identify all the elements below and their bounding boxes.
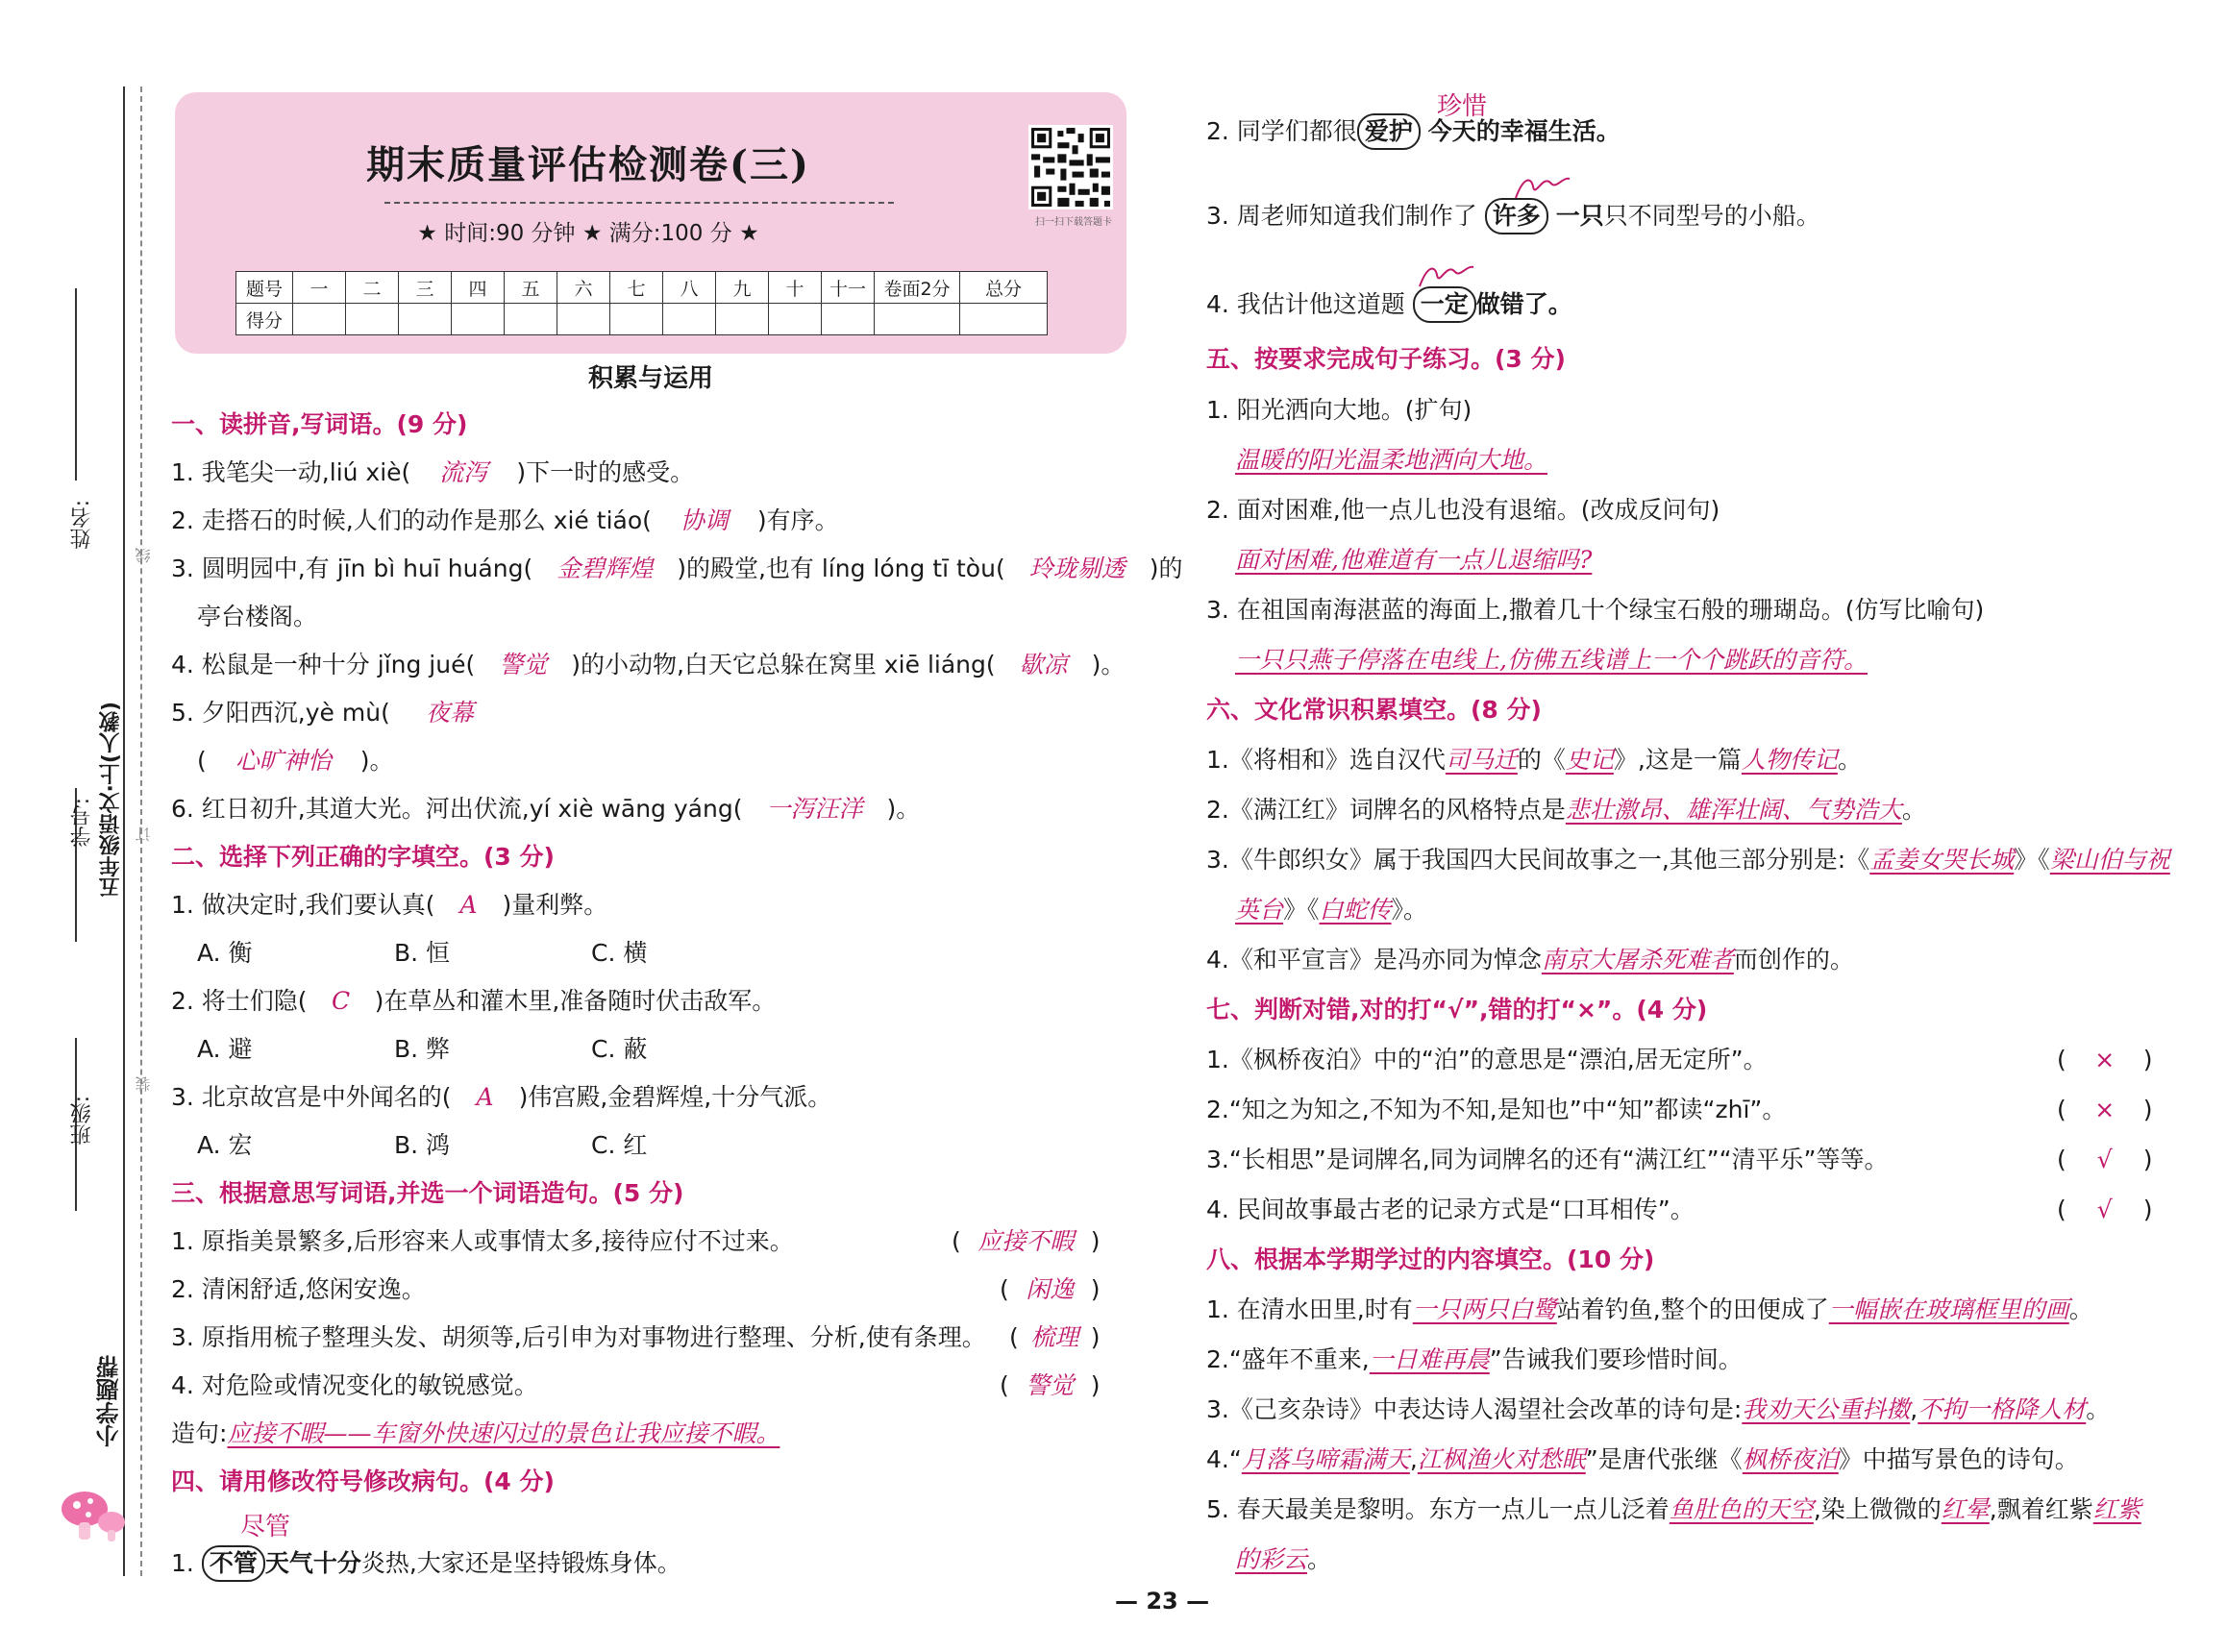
cut-label-xian: 线 (135, 548, 153, 563)
s3-q1: 1. 原指美景繁多,后形容来人或事情太多,接待应付不过来。 (171, 1227, 794, 1255)
score-cell[interactable] (716, 304, 769, 335)
s2-q1-answer[interactable]: A (459, 891, 478, 919)
s6-q3-answer-3[interactable]: 白蛇传 (1319, 896, 1392, 924)
s1-q1-answer[interactable]: 流泻 (439, 458, 488, 486)
s2-q3-option-c: C. 红 (591, 1131, 648, 1159)
s2-q1-option-a: A. 衡 (197, 939, 253, 967)
s2-q3: 3. 北京故宫是中外闻名的( A )伟宫殿,金碧辉煌,十分气派。 (171, 1081, 831, 1114)
table-cell: 五 (505, 272, 557, 304)
s2-q2-answer[interactable]: C (331, 987, 351, 1015)
table-cell: 得分 (236, 304, 293, 335)
brand-label: 小学题帮 (96, 1355, 123, 1447)
s8-q5: 5. 春天最美是黎明。东方一点儿一点儿泛着鱼肚色的天空,染上微微的红晕,飘着红紫红紫 (1206, 1495, 2141, 1523)
class-label: 班级: (70, 1096, 94, 1146)
table-cell: 六 (557, 272, 610, 304)
s1-q3-cont: 亭台楼阁。 (197, 603, 318, 630)
score-table (235, 271, 1048, 335)
s6-q1-answer-1[interactable]: 司马迁 (1445, 746, 1518, 774)
s2-q1-option-c: C. 横 (591, 939, 648, 967)
s8-q4-answer-3[interactable]: 枫桥夜泊 (1742, 1445, 1839, 1473)
s6-q2: 2.《满江红》词牌名的风格特点是悲壮激昂、雄浑壮阔、气势浩大。 (1206, 796, 1926, 824)
name-label: 姓名: (70, 500, 94, 550)
section-5-title: 五、按要求完成句子练习。(3 分) (1206, 345, 1566, 373)
s6-q3-answer-2b[interactable]: 英台 (1235, 896, 1284, 924)
s7-q2-answer[interactable]: × (2094, 1096, 2116, 1123)
table-cell: 题号 (236, 272, 293, 304)
s3-q1-answer-box: ( 应接不暇 ) (952, 1225, 1101, 1258)
s6-q3: 3.《牛郎织女》属于我国四大民间故事之一,其他三部分别是:《孟姜女哭长城》《梁山伯与祝 (1206, 846, 2170, 874)
score-table-score-row (236, 304, 1048, 335)
s1-q2-answer[interactable]: 协调 (680, 506, 729, 534)
s1-q5-answer-1[interactable]: 夜幕 (425, 699, 474, 727)
s1-q6: 6. 红日初升,其道大光。河出伏流,yí xiè wāng yáng( 一泻汪洋 )。 (171, 793, 920, 826)
s3-q4: 4. 对危险或情况变化的敏锐感觉。 (171, 1371, 538, 1399)
s4-q1: 1. 不管 天气十分炎热,大家还是坚持锻炼身体。 (171, 1545, 681, 1582)
s3-q4-answer[interactable]: 警觉 (1026, 1371, 1075, 1399)
s8-q4-answer-1[interactable]: 月落乌啼霜满天 (1241, 1445, 1410, 1473)
s7-q3: 3.“长相思”是词牌名,同为词牌名的还有“满江红”“清平乐”等等。 (1206, 1146, 1889, 1173)
s1-q3-answer-1[interactable]: 金碧辉煌 (557, 555, 654, 582)
s4-q1-correction: 尽管 (240, 1513, 291, 1541)
s7-q4: 4. 民间故事最古老的记录方式是“口耳相传”。 (1206, 1196, 1695, 1223)
s7-q2-answer-box: ( × ) (2057, 1094, 2153, 1126)
table-cell: 一 (293, 272, 346, 304)
grade-subject-label: 五年级语文·上(人教) (99, 702, 123, 899)
s1-q4-answer-2[interactable]: 歇凉 (1019, 651, 1068, 678)
section-4-title: 四、请用修改符号修改病句。(4 分) (171, 1467, 555, 1495)
s3-sentence: 造句:应接不暇——车窗外快速闪过的景色让我应接不暇。 (171, 1419, 780, 1447)
table-cell: 卷面2分 (875, 272, 960, 304)
page-number: — 23 — (1115, 1588, 1210, 1615)
s7-q3-answer[interactable]: √ (2096, 1146, 2113, 1173)
s2-q2: 2. 将士们隐( C )在草丛和灌木里,准备随时伏击敌军。 (171, 985, 776, 1018)
s2-q3-option-a: A. 宏 (197, 1131, 253, 1159)
section-6-title: 六、文化常识积累填空。(8 分) (1206, 696, 1542, 724)
s8-q2-answer[interactable]: 一日难再晨 (1369, 1345, 1490, 1373)
s8-q1-answer-1[interactable]: 一只两只白鹭 (1412, 1295, 1557, 1323)
section-1-title: 一、读拼音,写词语。(9 分) (171, 410, 468, 438)
s4-q4-circled: 一定 (1413, 286, 1476, 323)
name-blank-line (75, 288, 77, 481)
s7-q4-answer-box: ( √ ) (2057, 1194, 2153, 1226)
score-cell[interactable] (505, 304, 557, 335)
score-cell[interactable] (875, 304, 960, 335)
table-cell: 九 (716, 272, 769, 304)
s5-q1: 1. 阳光洒向大地。(扩句) (1206, 396, 1472, 424)
s8-q5-answer-1[interactable]: 鱼肚色的天空 (1669, 1495, 1814, 1523)
s2-q2-option-a: A. 避 (197, 1035, 253, 1063)
s1-q1: 1. 我笔尖一动,liú xiè( 流泻 )下一时的感受。 (171, 456, 694, 489)
s6-q3-answer-2[interactable]: 梁山伯与祝 (2049, 846, 2170, 874)
score-cell[interactable] (399, 304, 452, 335)
s7-q2: 2.“知之为知之,不知为不知,是知也”中“知”都读“zhī”。 (1206, 1096, 1787, 1123)
s8-q3-answer-2[interactable]: 不拘一格降人材 (1918, 1395, 2087, 1423)
s1-q5-cont: ( 心旷神怡 )。 (197, 745, 394, 777)
table-cell: 三 (399, 272, 452, 304)
s6-q4: 4.《和平宣言》是冯亦同为悼念南京大屠杀死难者而创作的。 (1206, 946, 1854, 974)
s5-q1-answer[interactable]: 温暖的阳光温柔地洒向大地。 (1235, 446, 1548, 474)
s3-sentence-answer[interactable]: 应接不暇——车窗外快速闪过的景色让我应接不暇。 (227, 1419, 780, 1447)
s4-q2-correction: 珍惜 (1437, 92, 1488, 121)
s8-q5-answer-2[interactable]: 红晕 (1941, 1495, 1990, 1523)
s4-q2: 2. 同学们都很 爱护 今天的幸福生活。 (1206, 113, 1621, 150)
s3-q4-answer-box: ( 警觉 ) (1000, 1369, 1101, 1402)
section-heading: 积累与运用 (587, 364, 713, 393)
score-cell[interactable] (346, 304, 399, 335)
student-number-label: 学号: (70, 798, 94, 848)
s6-q2-answer[interactable]: 悲壮激昂、雄浑壮阔、气势浩大 (1565, 796, 1902, 824)
section-2-title: 二、选择下列正确的字填空。(3 分) (171, 843, 555, 871)
cut-label-ding: 订 (135, 826, 153, 842)
table-cell: 二 (346, 272, 399, 304)
title-divider (384, 202, 894, 204)
s8-q3-answer-1[interactable]: 我劝天公重抖擞 (1742, 1395, 1911, 1423)
s2-q3-answer[interactable]: A (476, 1083, 494, 1111)
score-cell[interactable] (452, 304, 505, 335)
s6-q1: 1.《将相和》选自汉代司马迁的《史记》,这是一篇人物传记。 (1206, 746, 1862, 774)
s5-q2: 2. 面对困难,他一点儿也没有退缩。(改成反问句) (1206, 496, 1720, 524)
s8-q4: 4.“月落乌啼霜满天,江枫渔火对愁眠”是唐代张继《枫桥夜泊》中描写景色的诗句。 (1206, 1445, 2079, 1473)
s1-q4: 4. 松鼠是一种十分 jǐng jué( 警觉 )的小动物,白天它总躲在窝里 xiē liáng( 歇凉 )。 (171, 649, 1125, 681)
qr-code-icon[interactable] (1028, 125, 1113, 210)
score-cell[interactable] (663, 304, 716, 335)
s1-q3-answer-2[interactable]: 玲珑剔透 (1028, 555, 1126, 582)
s1-q2: 2. 走搭石的时候,人们的动作是那么 xié tiáo( 协调 )有序。 (171, 505, 839, 537)
s1-q5: 5. 夕阳西沉,yè mù( (171, 699, 390, 727)
mushroom-logo (56, 1480, 133, 1547)
s1-q5-answer-2[interactable]: 心旷神怡 (235, 747, 332, 775)
score-cell[interactable] (293, 304, 346, 335)
score-cell[interactable] (610, 304, 663, 335)
s3-q3-answer[interactable]: 梳理 (1030, 1323, 1079, 1351)
s8-q1-answer-2[interactable]: 一幅嵌在玻璃框里的画 (1828, 1295, 2069, 1323)
score-cell[interactable] (557, 304, 610, 335)
s7-q4-answer[interactable]: √ (2096, 1196, 2113, 1223)
s8-q5-answer-3b[interactable]: 的彩云 (1235, 1545, 1308, 1573)
score-table-header-row (236, 272, 1048, 304)
s4-q3-circled: 许多 (1485, 198, 1548, 234)
s2-q2-option-b: B. 弊 (394, 1035, 451, 1063)
s8-q5-answer-3[interactable]: 红紫 (2092, 1495, 2141, 1523)
s4-q3: 3. 周老师知道我们制作了 许多 一只只不同型号的小船。 (1206, 198, 1820, 234)
s7-q1: 1.《枫桥夜泊》中的“泊”的意思是“漂泊,居无定所”。 (1206, 1046, 1768, 1073)
score-cell[interactable] (769, 304, 822, 335)
table-cell: 十 (769, 272, 822, 304)
s8-q1: 1. 在清水田里,时有一只两只白鹭站着钓鱼,整个的田便成了一幅嵌在玻璃框里的画。 (1206, 1295, 2093, 1323)
s2-q1-option-b: B. 恒 (394, 939, 451, 967)
exam-meta: ★ 时间:90 分钟 ★ 满分:100 分 ★ (417, 221, 759, 246)
s3-q2: 2. 清闲舒适,悠闲安逸。 (171, 1275, 426, 1303)
s7-q1-answer[interactable]: × (2094, 1046, 2116, 1073)
table-cell: 八 (663, 272, 716, 304)
s3-q3-answer-box: ( 梳理 ) (1009, 1321, 1101, 1354)
s1-q4-answer-1[interactable]: 警觉 (499, 651, 548, 678)
s3-q3: 3. 原指用梳子整理头发、胡须等,后引申为对事物进行整理、分析,使有条理。 (171, 1323, 986, 1351)
s7-q3-answer-box: ( √ ) (2057, 1144, 2153, 1176)
s8-q4-answer-2[interactable]: 江枫渔火对愁眠 (1417, 1445, 1586, 1473)
s4-q4: 4. 我估计他这道题 一定 做错了。 (1206, 286, 1572, 323)
s8-q2: 2.“盛年不重来,一日难再晨”告诫我们要珍惜时间。 (1206, 1345, 1743, 1373)
s1-q6-answer[interactable]: 一泻汪洋 (766, 795, 863, 823)
s6-q3-cont: 英台》《白蛇传》。 (1235, 896, 1428, 924)
s3-q2-answer[interactable]: 闲逸 (1026, 1275, 1075, 1303)
score-cell[interactable] (960, 304, 1048, 335)
table-cell: 四 (452, 272, 505, 304)
s6-q4-answer[interactable]: 南京大屠杀死难者 (1541, 946, 1734, 974)
table-cell: 总分 (960, 272, 1048, 304)
s2-q2-option-c: C. 蔽 (591, 1035, 648, 1063)
table-cell: 七 (610, 272, 663, 304)
s5-q3: 3. 在祖国南海湛蓝的海面上,撒着几十个绿宝石般的珊瑚岛。(仿写比喻句) (1206, 596, 1985, 624)
exam-title: 期末质量评估检测卷(三) (366, 142, 810, 187)
s1-q3: 3. 圆明园中,有 jīn bì huī huáng( 金碧辉煌 )的殿堂,也有 líng lóng tī tòu( 玲珑剔透 )的 (171, 553, 1182, 585)
s6-q1-answer-3[interactable]: 人物传记 (1741, 746, 1838, 774)
section-7-title: 七、判断对错,对的打“√”,错的打“×”。(4 分) (1206, 996, 1708, 1023)
section-3-title: 三、根据意思写词语,并选一个词语造句。(5 分) (171, 1179, 684, 1207)
s4-q2-circled: 爱护 (1357, 113, 1421, 150)
s5-q3-answer[interactable]: 一只只燕子停落在电线上,仿佛五线谱上一个个跳跃的音符。 (1235, 646, 1868, 674)
section-8-title: 八、根据本学期学过的内容填空。(10 分) (1206, 1245, 1655, 1273)
s1-q5-answer-1-box (402, 697, 498, 729)
score-cell[interactable] (822, 304, 875, 335)
qr-caption: 扫一扫下载答题卡 (1035, 217, 1112, 228)
s3-q2-answer-box: ( 闲逸 ) (1000, 1273, 1101, 1306)
s6-q1-answer-2[interactable]: 史记 (1565, 746, 1614, 774)
table-cell: 十一 (822, 272, 875, 304)
s2-q1: 1. 做决定时,我们要认真( A )量利弊。 (171, 889, 607, 922)
s2-q3-option-b: B. 鸿 (394, 1131, 451, 1159)
s6-q3-answer-1[interactable]: 孟姜女哭长城 (1869, 846, 2015, 874)
s3-q1-answer[interactable]: 应接不暇 (977, 1227, 1075, 1255)
s8-q5-cont: 的彩云。 (1235, 1545, 1332, 1573)
s7-q1-answer-box: ( × ) (2057, 1044, 2153, 1076)
cut-label-zhuang: 装 (135, 1076, 153, 1092)
s8-q3: 3.《己亥杂诗》中表达诗人渴望社会改革的诗句是:我劝天公重抖擞,不拘一格降人材。 (1206, 1395, 2111, 1423)
s4-q1-circled: 不管 (202, 1545, 265, 1582)
s5-q2-answer[interactable]: 面对困难,他难道有一点儿退缩吗? (1235, 546, 1593, 574)
